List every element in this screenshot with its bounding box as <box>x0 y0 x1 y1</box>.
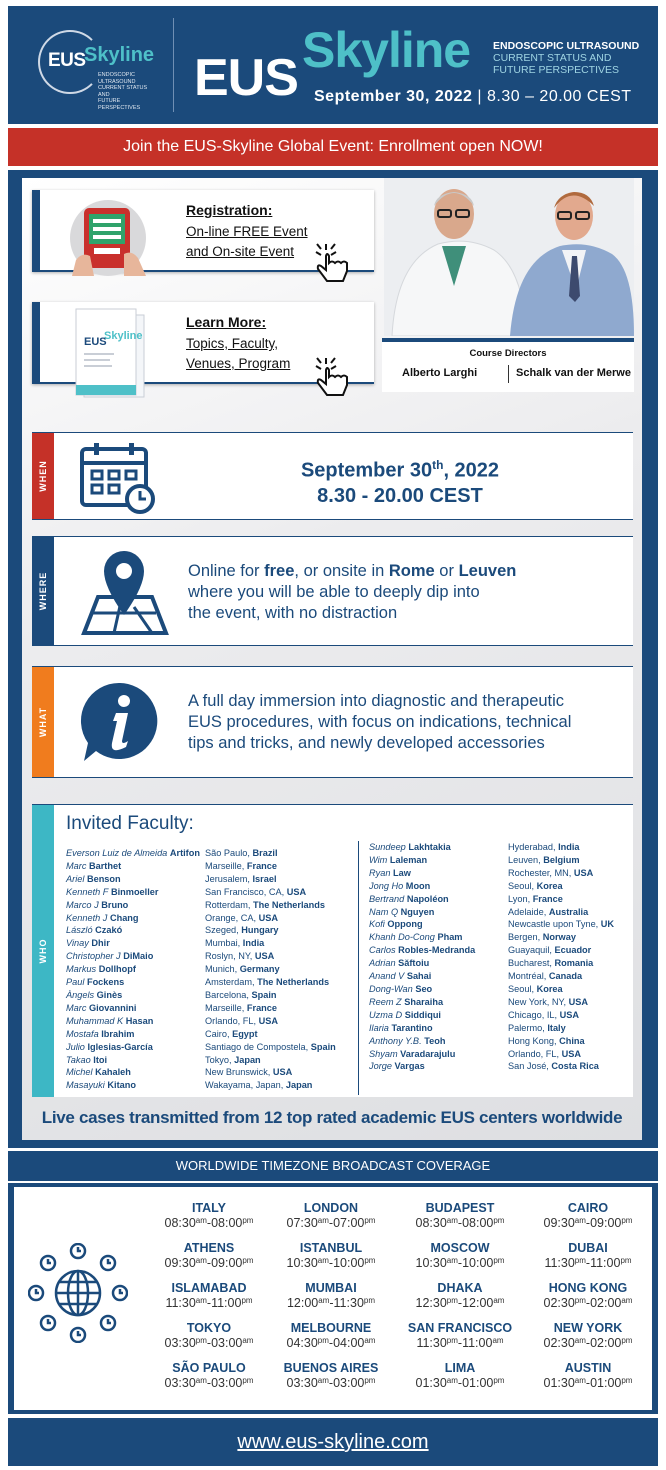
faculty-name: Jorge Vargas <box>369 1061 425 1072</box>
faculty-name: Julio Iglesias-García <box>66 1041 153 1052</box>
faculty-location: Szeged, Hungary <box>205 925 279 936</box>
header-divider <box>173 18 174 112</box>
faculty-name: Jong Ho Moon <box>369 880 431 891</box>
faculty-name: Reem Z Sharaiha <box>369 996 444 1007</box>
faculty-left-names <box>66 847 200 1092</box>
city-time: $03:30^{am}-03:00^{pm}$ <box>164 1376 254 1390</box>
city-name: NEW YORK <box>553 1321 623 1335</box>
where-text: Online for free, or onsite in Rome or Leuven where you will be able to deeply dip into the event, with no distraction <box>188 562 517 622</box>
header-subtitle: ENDOSCOPIC ULTRASOUND CURRENT STATUS AND FUTURE PERSPECTIVES <box>493 40 640 76</box>
city-time: $01:30^{am}-01:00^{pm}$ <box>415 1376 505 1390</box>
calendar-icon <box>78 439 158 515</box>
timezone-city <box>144 1201 274 1232</box>
timezone-city <box>266 1241 396 1272</box>
city-time: $08:30^{am}-08:00^{pm}$ <box>164 1216 254 1230</box>
city-time: $07:30^{am}-07:00^{pm}$ <box>286 1216 376 1230</box>
director-larghi: Alberto Larghi <box>402 367 478 379</box>
faculty-name: Muhammad K Hasan <box>66 1015 154 1026</box>
city-time: $04:30^{pm}-04:00^{am}$ <box>286 1336 376 1350</box>
city-name: SÃO PAULO <box>172 1361 246 1375</box>
timezone-city <box>395 1281 525 1312</box>
timezone-city <box>144 1321 274 1352</box>
header-date: September 30, 2022 | 8.30 – 20.00 CEST <box>314 88 632 105</box>
learn-more-line-2[interactable]: Venues, Program <box>186 356 291 371</box>
small-logo: EUS Skyline ENDOSCOPIC ULTRASOUND CURRENT STATUS AND FUTURE PERSPECTIVES <box>36 28 156 108</box>
faculty-name: Carlos Robles-Medranda <box>369 945 476 956</box>
faculty-location: Marseille, France <box>205 1002 278 1013</box>
svg-text:Skyline: Skyline <box>104 330 143 342</box>
faculty-title: Invited Faculty: <box>66 813 194 834</box>
city-name: TOKYO <box>186 1321 232 1335</box>
faculty-location: Guayaquil, Ecuador <box>508 945 592 956</box>
registration-card[interactable] <box>32 190 374 272</box>
click-hand-icon <box>312 356 356 400</box>
faculty-location: Munich, Germany <box>205 964 280 975</box>
faculty-name: Bertrand Napoléon <box>369 893 449 904</box>
city-name: ITALY <box>191 1201 227 1215</box>
city-time: $09:30^{am}-09:00^{pm}$ <box>164 1256 254 1270</box>
timezone-city <box>144 1361 274 1392</box>
faculty-name: Adrian Săftoiu <box>369 958 430 969</box>
faculty-location: New York, NY, USA <box>508 996 589 1007</box>
timezone-city <box>523 1201 653 1232</box>
city-time: $01:30^{am}-01:00^{pm}$ <box>543 1376 633 1390</box>
website-link[interactable]: www.eus-skyline.com <box>237 1431 429 1453</box>
faculty-location: Cairo, Egypt <box>205 1028 258 1039</box>
title-skyline: Skyline <box>302 22 471 78</box>
city-time: $03:30^{pm}-03:00^{am}$ <box>164 1336 254 1350</box>
faculty-location: Amsterdam, The Netherlands <box>205 977 330 988</box>
learn-more-title[interactable]: Learn More: <box>186 314 267 330</box>
faculty-name: Ilaria Tarantino <box>369 1022 433 1033</box>
faculty-location: Bucharest, Romania <box>508 958 594 969</box>
timezone-city <box>523 1241 653 1272</box>
city-time: $10:30^{am}-10:00^{pm}$ <box>286 1256 376 1270</box>
faculty-name: Kofi Oppong <box>369 919 423 930</box>
timezone-city <box>144 1281 274 1312</box>
faculty-name: Sundeep Lakhtakia <box>369 842 451 852</box>
faculty-location: Lyon, France <box>508 893 563 904</box>
faculty-name: Nam Q Nguyen <box>369 906 435 917</box>
where-tag: WHERE <box>32 537 54 645</box>
faculty-location: Barcelona, Spain <box>205 989 277 1000</box>
faculty-location: Palermo, Italy <box>508 1022 566 1033</box>
course-directors-box <box>382 338 634 392</box>
who-tag: WHO <box>32 805 54 1097</box>
faculty-location: Rotterdam, The Netherlands <box>205 899 325 910</box>
faculty-location: Hyderabad, India <box>508 842 580 852</box>
faculty-name: Masayuki Kitano <box>66 1080 136 1091</box>
city-time: $03:30^{am}-03:00^{pm}$ <box>286 1376 376 1390</box>
timezone-inner <box>14 1187 652 1410</box>
faculty-location: Rochester, MN, USA <box>508 867 594 878</box>
director-divider <box>508 365 509 383</box>
city-name: DHAKA <box>437 1281 483 1295</box>
faculty-name: László Czakó <box>66 925 123 936</box>
timezone-city <box>266 1201 396 1232</box>
city-name: AUSTIN <box>564 1361 612 1375</box>
faculty-panel <box>32 804 633 1097</box>
faculty-location: San José, Costa Rica <box>508 1061 599 1072</box>
city-time: $11:30^{am}-11:00^{pm}$ <box>165 1296 253 1310</box>
faculty-name: Kenneth J Chang <box>66 912 139 923</box>
click-hand-icon <box>312 242 356 286</box>
city-name: BUDAPEST <box>425 1201 495 1215</box>
director-van-der-merwe: Schalk van der Merwe <box>516 367 631 379</box>
city-name: BUENOS AIRES <box>283 1361 379 1375</box>
timezone-city <box>523 1281 653 1312</box>
faculty-name: Àngels Ginès <box>66 989 123 1000</box>
faculty-location: Mumbai, India <box>205 938 265 949</box>
faculty-location: Santiago de Compostela, Spain <box>205 1041 336 1052</box>
faculty-location: Marseille, France <box>205 860 278 871</box>
main-panel <box>8 170 658 1148</box>
faculty-location: Tokyo, Japan <box>205 1054 261 1065</box>
registration-title[interactable]: Registration: <box>186 202 273 218</box>
city-name: MELBOURNE <box>290 1321 372 1335</box>
city-name: MUMBAI <box>305 1281 357 1295</box>
city-name: CAIRO <box>567 1201 609 1215</box>
faculty-location: New Brunswick, USA <box>205 1067 293 1078</box>
footer <box>8 1418 658 1466</box>
faculty-location: Orlando, FL, USA <box>508 1048 582 1059</box>
city-name: ISTANBUL <box>299 1241 363 1255</box>
faculty-name: Ryan Law <box>369 867 411 878</box>
city-name: LONDON <box>303 1201 359 1215</box>
course-directors-title: Course Directors <box>469 348 547 359</box>
faculty-name: Ariel Benson <box>66 873 121 884</box>
faculty-name: Uzma D Siddiqui <box>369 1009 441 1020</box>
city-time: $12:30^{pm}-12:00^{am}$ <box>415 1296 505 1310</box>
faculty-location: Roslyn, NY, USA <box>205 951 275 962</box>
timezone-city <box>523 1361 653 1392</box>
faculty-name: Kenneth F Binmoeller <box>66 886 159 897</box>
faculty-name: Everson Luiz de Almeida Artifon <box>66 848 200 858</box>
faculty-name: Christopher J DiMaio <box>66 951 154 962</box>
faculty-right-names <box>369 841 475 1073</box>
when-row <box>32 432 633 520</box>
faculty-name: Takao Itoi <box>66 1054 108 1065</box>
faculty-location: San Francisco, CA, USA <box>205 886 307 897</box>
timezone-city <box>395 1361 525 1392</box>
what-tag: WHAT <box>32 667 54 777</box>
city-time: $10:30^{am}-10:00^{pm}$ <box>415 1256 505 1270</box>
timezone-city <box>266 1321 396 1352</box>
city-name: ISLAMABAD <box>171 1281 247 1295</box>
city-name: DUBAI <box>568 1241 608 1255</box>
faculty-name: Khanh Do-Cong Pham <box>369 932 463 943</box>
faculty-name: Markus Dollhopf <box>66 964 136 975</box>
timezone-city <box>266 1281 396 1312</box>
faculty-location: Orlando, FL, USA <box>205 1015 279 1026</box>
city-time: $11:30^{pm}-11:00^{am}$ <box>416 1336 504 1350</box>
when-text: September 30th, 2022 8.30 - 20.00 CEST <box>300 458 500 507</box>
timezone-city <box>144 1241 274 1272</box>
registration-line-2[interactable]: and On-site Event <box>186 244 295 259</box>
faculty-location: Bergen, Norway <box>508 932 576 943</box>
faculty-location: Jerusalem, Israel <box>205 873 277 884</box>
faculty-name: Michel Kahaleh <box>66 1067 131 1078</box>
timezone-city <box>395 1201 525 1232</box>
faculty-left-places <box>205 847 336 1092</box>
faculty-name: Dong-Wan Seo <box>369 983 433 994</box>
brochure-thumbnail <box>54 288 164 398</box>
course-directors-photo <box>384 178 634 336</box>
city-name: HONG KONG <box>548 1281 628 1295</box>
faculty-name: Wim Laleman <box>369 854 428 865</box>
city-name: LIMA <box>444 1361 476 1375</box>
faculty-location: Orange, CA, USA <box>205 912 279 923</box>
faculty-location: Leuven, Belgium <box>508 854 580 865</box>
faculty-name: Marc Barthet <box>66 860 122 871</box>
city-time: $02:30^{am}-02:00^{pm}$ <box>543 1336 633 1350</box>
learn-more-card[interactable] <box>32 302 374 384</box>
city-time: $09:30^{am}-09:00^{pm}$ <box>543 1216 633 1230</box>
city-name: MOSCOW <box>430 1241 490 1255</box>
timezone-city <box>395 1241 525 1272</box>
city-time: $12:00^{am}-11:30^{pm}$ <box>286 1296 376 1310</box>
faculty-location: Montréal, Canada <box>508 971 583 982</box>
faculty-name: Anthony Y.B. Teoh <box>369 1035 446 1046</box>
faculty-name: Vinay Dhir <box>66 938 110 949</box>
faculty-location: Seoul, Korea <box>508 880 563 891</box>
faculty-location: Hong Kong, China <box>508 1035 585 1046</box>
city-name: ATHENS <box>183 1241 235 1255</box>
faculty-name: Marco J Bruno <box>66 899 129 910</box>
city-time: $11:30^{pm}-11:00^{pm}$ <box>544 1256 632 1270</box>
faculty-name: Shyam Varadarajulu <box>369 1048 456 1059</box>
faculty-name: Mostafa Ibrahim <box>66 1028 135 1039</box>
faculty-name: Paul Fockens <box>66 977 125 988</box>
faculty-name: Marc Giovannini <box>66 1002 137 1013</box>
faculty-location: Seoul, Korea <box>508 983 563 994</box>
what-text: A full day immersion into diagnostic and therapeutic EUS procedures, with focus on indications, technical tips and tricks, and newly developed accessories <box>188 692 572 752</box>
live-cases-text: Live cases transmitted from 12 top rated academic EUS centers worldwide <box>41 1108 623 1127</box>
title-eus: EUS <box>194 49 298 107</box>
timezone-city <box>266 1361 396 1392</box>
faculty-location: Chicago, IL, USA <box>508 1009 579 1020</box>
world-clocks-icon <box>28 1243 128 1343</box>
faculty-location: São Paulo, Brazil <box>205 848 278 858</box>
timezone-city <box>523 1321 653 1352</box>
faculty-name: Anand V Sahai <box>369 971 432 982</box>
faculty-location: Adelaide, Australia <box>508 906 589 917</box>
what-row <box>32 666 633 778</box>
faculty-divider <box>358 841 359 1095</box>
header <box>8 6 658 124</box>
learn-more-line-1[interactable]: Topics, Faculty, <box>186 336 279 351</box>
faculty-right-places <box>508 841 614 1073</box>
city-time: $02:30^{pm}-02:00^{am}$ <box>543 1296 633 1310</box>
small-logo-subtitle: ENDOSCOPIC ULTRASOUND CURRENT STATUS AND FUTURE PERSPECTIVES <box>98 72 148 111</box>
svg-text:EUS: EUS <box>84 336 107 348</box>
when-tag: WHEN <box>32 433 54 519</box>
registration-line-1[interactable]: On-line FREE Event <box>186 224 308 239</box>
timezone-panel <box>8 1183 658 1414</box>
timezone-city <box>395 1321 525 1352</box>
city-time: $08:30^{am}-08:00^{pm}$ <box>415 1216 505 1230</box>
main-inner <box>22 178 642 1140</box>
info-icon <box>78 679 162 765</box>
where-row <box>32 536 633 646</box>
enrollment-banner[interactable]: Join the EUS-Skyline Global Event: Enrollment open NOW! <box>8 128 658 166</box>
timezone-title: WORLDWIDE TIMEZONE BROADCAST COVERAGE <box>8 1151 658 1181</box>
registration-thumbnail <box>54 194 164 278</box>
map-pin-icon <box>78 547 170 637</box>
faculty-location: Newcastle upon Tyne, UK <box>508 919 615 930</box>
faculty-location: Wakayama, Japan, Japan <box>205 1080 313 1091</box>
city-name: SAN FRANCISCO <box>407 1321 513 1335</box>
